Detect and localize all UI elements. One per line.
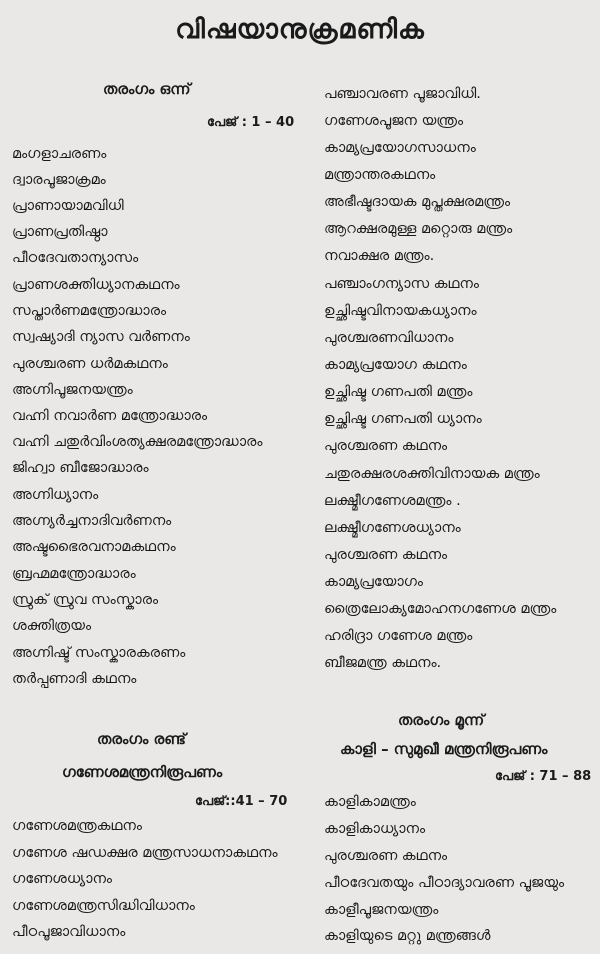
toc-entry: ഗണേശധ്യാനം bbox=[12, 871, 113, 887]
toc-entry: പുരശ്ചരണ കഥനം bbox=[324, 547, 448, 563]
toc-entry: സ്രുക് സ്രുവ സംസ്കാരം bbox=[12, 592, 159, 608]
toc-entry: ബീജമന്ത്ര കഥനം. bbox=[324, 655, 442, 671]
toc-entry: വഹ്നി നവാർണ മന്ത്രോദ്ധാരം bbox=[12, 408, 208, 424]
toc-entry: വഹ്നി ചതുർവിംശത്യക്ഷരമന്ത്രോദ്ധാരം bbox=[12, 434, 263, 450]
toc-entry: പീഠദേവതയും പീഠാദ്യാവരണ പൂജയും bbox=[324, 875, 565, 891]
toc-entry: ഗണേശപൂജന യന്ത്രം bbox=[324, 113, 464, 129]
toc-entry: ഉച്ഛിഷ്ടവിനായകധ്യാനം bbox=[324, 303, 477, 319]
section-3-subheading: കാളി – സുമുഖീ മന്ത്രനിരൂപണം bbox=[340, 740, 548, 758]
toc-entry: ഹരിദ്രാ ഗണേശ മന്ത്രം bbox=[324, 628, 473, 644]
toc-entry: ത്രൈലോക്യമോഹനഗണേശ മന്ത്രം bbox=[324, 601, 557, 617]
section-2-heading: തരംഗം രണ്ട് bbox=[97, 730, 186, 748]
toc-entry: കാമ്യപ്രയോഗ കഥനം bbox=[324, 357, 467, 373]
toc-entry: പ്രാണായാമവിധി bbox=[12, 198, 124, 214]
section-2-pages: പേജ്::41 – 70 bbox=[195, 794, 288, 809]
toc-entry: അഷ്ടഭൈരവനാമകഥനം bbox=[12, 539, 176, 555]
toc-entry: കാളീപൂജനയന്ത്രം bbox=[324, 902, 439, 918]
toc-entry: ഉച്ഛിഷ്ട ഗണപതി ധ്യാനം bbox=[324, 411, 482, 427]
toc-entry: ഗണേശ ഷഡക്ഷര മന്ത്രസാധനാകഥനം bbox=[12, 845, 278, 861]
toc-entry: അഗ്ന്യർച്ചനാദിവർണനം bbox=[12, 513, 172, 529]
toc-entry: ദ്വാരപൂജാക്രമം bbox=[12, 172, 106, 188]
section-3-pages: പേജ് : 71 – 88 bbox=[495, 769, 592, 784]
toc-entry: കാളിയുടെ മറ്റു മന്ത്രങ്ങൾ bbox=[324, 928, 491, 944]
toc-entry: ആറക്ഷരമുള്ള മറ്റൊരു മന്ത്രം bbox=[324, 221, 513, 237]
toc-entry: ശക്തിത്രയം bbox=[12, 618, 92, 634]
toc-entry: പഞ്ചാവരണ പൂജാവിധി. bbox=[324, 86, 481, 102]
toc-entry: അഗ്നിധ്യാനം bbox=[12, 487, 99, 503]
toc-entry: പുരശ്ചരണ കഥനം bbox=[324, 848, 448, 864]
toc-entry: പീഠപൂജാവിധാനം bbox=[12, 924, 126, 940]
toc-entry: സ്വഷ്യാദി ന്യാസ വർണനം bbox=[12, 329, 190, 345]
toc-entry: ബ്രഹ്മമന്ത്രോദ്ധാരം bbox=[12, 566, 136, 582]
toc-entry: ഗണേശമന്ത്രകഥനം bbox=[12, 818, 142, 834]
toc-entry: അഭീഷ്ടദായക മുപ്തക്ഷരമന്ത്രം bbox=[324, 194, 511, 210]
toc-entry: ചതുരക്ഷരശക്തിവിനായക മന്ത്രം bbox=[324, 466, 540, 482]
toc-entry: പഞ്ചാംഗന്യാസ കഥനം bbox=[324, 276, 479, 292]
toc-entry: പുരശ്ചരണ കഥനം bbox=[324, 438, 448, 454]
section-3-heading: തരംഗം മൂന്ന് bbox=[398, 711, 485, 729]
section-1-heading: തരംഗം ഒന്ന് bbox=[103, 80, 191, 98]
toc-entry: തർപ്പണാദി കഥനം bbox=[12, 671, 137, 687]
toc-entry: അഗ്നിപൂജനയന്ത്രം bbox=[12, 382, 133, 398]
toc-entry: ലക്ഷ്മീഗണേശധ്യാനം bbox=[324, 520, 461, 536]
toc-entry: നവാക്ഷര മന്ത്രം. bbox=[324, 248, 435, 264]
toc-entry: ഗണേശമന്ത്രസിദ്ധിവിധാനം bbox=[12, 898, 195, 914]
page-title: വിഷയാനുക്രമണിക bbox=[175, 14, 425, 45]
toc-entry: കാമ്യപ്രയോഗം bbox=[324, 574, 423, 590]
section-1-pages: പേജ് : 1 – 40 bbox=[207, 115, 295, 130]
toc-entry: പുരശ്ചരണ ധർമകഥനം bbox=[12, 356, 168, 372]
toc-entry: അഗ്നിഷ്ട് സംസ്കാരകരണം bbox=[12, 645, 186, 661]
toc-entry: മംഗളാചരണം bbox=[12, 146, 107, 162]
toc-entry: സപ്താർണമന്ത്രോദ്ധാരം bbox=[12, 303, 167, 319]
toc-entry: പ്രാണശക്തിധ്യാനകഥനം bbox=[12, 277, 180, 293]
toc-entry: ലക്ഷ്മീഗണേശമന്ത്രം . bbox=[324, 493, 461, 509]
toc-entry: കാളികാധ്യാനം bbox=[324, 821, 426, 837]
toc-entry: ഉച്ഛിഷ്ട ഗണപതി മന്ത്രം bbox=[324, 384, 473, 400]
toc-entry: മന്ത്രാന്തരകഥനം bbox=[324, 167, 436, 183]
toc-entry: പ്രാണപ്രതിഷ്ഠാ bbox=[12, 224, 108, 240]
section-2-subheading: ഗണേശമന്ത്രനിരൂപണം bbox=[62, 763, 223, 781]
toc-entry: കാളികാമന്ത്രം bbox=[324, 794, 416, 810]
toc-entry: പുരശ്ചരണവിധാനം bbox=[324, 330, 454, 346]
toc-entry: ജിഹ്വാ ബീജോദ്ധാരം bbox=[12, 460, 149, 476]
toc-entry: കാമ്യപ്രയോഗസാധനം bbox=[324, 140, 476, 156]
toc-entry: പീഠദേവതാന്യാസം bbox=[12, 250, 139, 266]
